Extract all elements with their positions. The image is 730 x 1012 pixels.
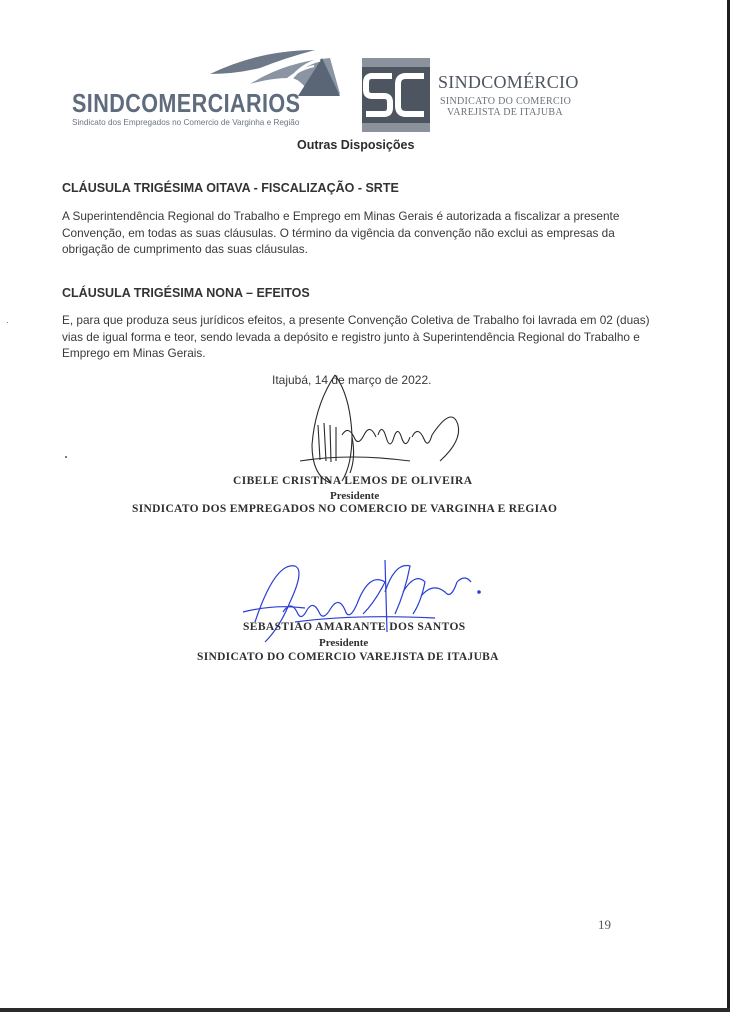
sc-monogram-icon bbox=[362, 58, 430, 132]
logo-right-name: SINDCOMÉRCIO bbox=[438, 72, 579, 92]
logo-right-subtitle-line2: VAREJISTA DE ITAJUBA bbox=[447, 107, 563, 118]
signatory-1-name: CIBELE CRISTINA LEMOS DE OLIVEIRA bbox=[233, 475, 473, 487]
page-number: 19 bbox=[598, 917, 611, 932]
signatory-2-name: SEBASTIAO AMARANTE DOS SANTOS bbox=[243, 621, 466, 633]
logo-left-subtitle: Sindicato dos Empregados no Comercio de Varginha e Região bbox=[72, 118, 300, 127]
clause-38-heading: CLÁUSULA TRIGÉSIMA OITAVA - FISCALIZAÇÃO - SRTE bbox=[62, 181, 399, 195]
section-title: Outras Disposições bbox=[297, 138, 415, 152]
clause-39-heading: CLÁUSULA TRIGÉSIMA NONA – EFEITOS bbox=[62, 286, 310, 300]
scan-speck bbox=[65, 456, 67, 458]
logo-left-name: SINDCOMERCIARIOS bbox=[72, 88, 301, 118]
clause-39-text: E, para que produza seus jurídicos efeitos, a presente Convenção Coletiva de Trabalho foi lavrada em 02 (duas) vias de igual forma e teor, sendo levada a depósito e registro junto à Superintendência Regional do Trabalho e Emprego em Minas Gerais. bbox=[62, 313, 650, 360]
signatory-2-role: Presidente bbox=[319, 637, 369, 649]
date-line: Itajubá, 14 de março de 2022. bbox=[272, 373, 432, 387]
logo-right-subtitle-line1: SINDICATO DO COMERCIO bbox=[440, 96, 572, 107]
scan-speck bbox=[7, 322, 8, 323]
signature-1-handwritten bbox=[290, 365, 480, 490]
signatory-2-organization: SINDICATO DO COMERCIO VAREJISTA DE ITAJUBA bbox=[197, 651, 499, 663]
scan-edge-bottom bbox=[0, 1008, 730, 1012]
signatory-1-organization: SINDICATO DOS EMPREGADOS NO COMERCIO DE VARGINHA E REGIAO bbox=[132, 503, 558, 515]
clause-38-text: A Superintendência Regional do Trabalho e Emprego em Minas Gerais é autorizada a fiscalizar a presente Convenção, em todas as suas cláusulas. O término da vigência da convenção não exclui as empresas da obrigação de cumprimento das suas cláusulas. bbox=[62, 209, 620, 256]
signatory-1-role: Presidente bbox=[330, 490, 380, 502]
sindcomerciarios-logo bbox=[72, 44, 337, 130]
